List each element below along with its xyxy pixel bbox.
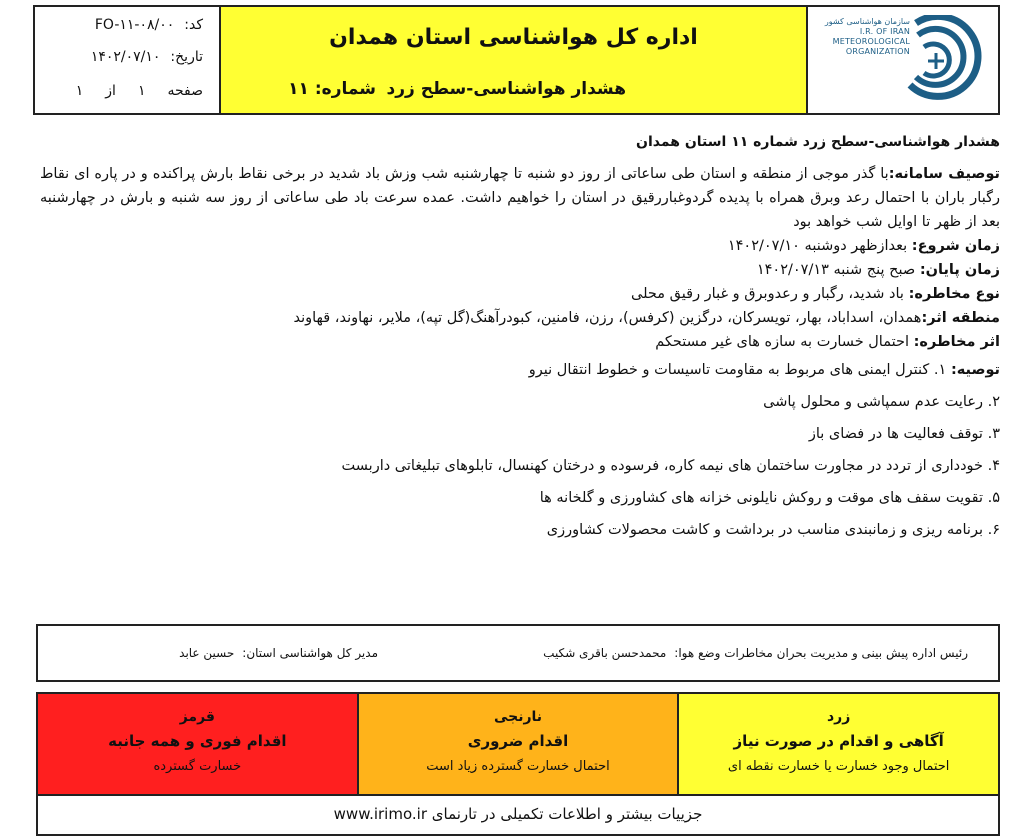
code-row (95, 17, 203, 33)
advice-item: ۲. رعایت عدم سمپاشی و محلول پاشی (763, 394, 1000, 410)
advice-label: توصیه: (950, 362, 1000, 378)
system-text: با گذر موجی از منطقه و استان طی ساعاتی از روز دو شنبه تا چهارشنبه شب وزش باد شدید در برخی نقاط بارش پراکنده و در پاره ای نقاط رگبار باران با احتمال رعد وبرق همراه با پدیده گردوغباررقیق در استان را خواهیم داشت. عمده سرعت باد طی ساعاتی از روز سه شنبه و بارش در چهارشنبه بعد از ظهر تا اوایل شب خواهد بود (40, 166, 1000, 230)
warning-levels-legend (36, 692, 1000, 796)
logo-en-line3: ORGANIZATION (845, 47, 910, 56)
end-time (40, 258, 1000, 282)
warning-heading: هشدار هواشناسی-سطح زرد شماره ۱۱ استان همدان (636, 134, 1000, 150)
level-yellow (677, 694, 998, 794)
document-meta-box (33, 5, 221, 115)
code-value: FO-۱۱-۰۸/۰۰ (94, 17, 175, 33)
footer (36, 794, 1000, 836)
level-desc: احتمال خسارت گسترده زیاد است (426, 759, 610, 774)
warning-body (40, 130, 1000, 542)
logo-box (806, 5, 1000, 115)
start-label: زمان شروع: (911, 238, 1000, 254)
system-label: توصیف سامانه: (888, 166, 1000, 182)
org-title: اداره کل هواشناسی استان همدان (329, 25, 698, 50)
area-label: منطقه اثر: (921, 310, 1000, 326)
level-action: اقدام ضروری (467, 732, 569, 750)
level-desc: خسارت گسترده (153, 759, 242, 774)
hazard-type (40, 282, 1000, 306)
logo-fa-text: سازمان هواشناسی کشور (824, 17, 910, 26)
director-name: حسین عابد (179, 646, 235, 660)
level-action: آگاهی و اقدام در صورت نیاز (733, 732, 944, 750)
page-total: ۱ (75, 83, 84, 99)
forecast-head-label: رئیس اداره پیش بینی و مدیریت بحران مخاطرات وضع هوا: (674, 646, 968, 660)
advice-item: ۳. توقف فعالیت ها در فضای باز (808, 426, 1000, 442)
page-label: صفحه (167, 83, 203, 99)
date-label: تاریخ: (170, 49, 203, 65)
code-label: کد: (184, 17, 203, 33)
start-value: بعدازظهر دوشنبه ۱۴۰۲/۰۷/۱۰ (727, 238, 908, 254)
end-label: زمان پایان: (919, 262, 1000, 278)
advice-item: ۴. خودداری از تردد در مجاورت ساختمان های نیمه کاره، فرسوده و درختان کهنسال، تابلوهای تبلیغاتی داربست (341, 458, 1000, 474)
area-value: همدان، اسداباد، بهار، تویسرکان، درگزین (کرفس)، رزن، فامنین، کبودرآهنگ(گل تپه)، ملایر، نهاوند، قهاوند (293, 310, 922, 326)
date-row (91, 49, 203, 65)
forecast-head-signature (543, 646, 968, 660)
system-description (40, 162, 1000, 234)
start-time (40, 234, 1000, 258)
advice-text: ۱. کنترل ایمنی های مربوط به مقاومت تاسیسات و خطوط انتقال نیرو (528, 362, 947, 378)
director-label: مدیر کل هواشناسی استان: (242, 646, 378, 660)
level-desc: احتمال وجود خسارت یا خسارت نقطه ای (727, 759, 950, 774)
logo-en-line2: METEOROLOGICAL (832, 37, 910, 46)
affected-area (40, 306, 1000, 330)
forecast-head-name: محمدحسن باقری شکیب (543, 646, 667, 660)
impact-label: اثر مخاطره: (913, 334, 1000, 350)
number-value: ۱۱ (288, 79, 309, 99)
impact-value: احتمال خسارت به سازه های غیر مستحکم (655, 334, 909, 350)
signature-box (36, 624, 1000, 682)
warning-number (288, 79, 376, 99)
advice-item (40, 358, 1000, 382)
level-red (38, 694, 357, 794)
level-name: زرد (827, 709, 851, 725)
logo-en-line1: I.R. OF IRAN (859, 27, 910, 36)
page-current: ۱ (137, 83, 146, 99)
title-box (219, 5, 808, 115)
level-action: اقدام فوری و همه جانبه (108, 732, 287, 750)
hazard-impact (40, 330, 1000, 354)
website-link[interactable]: www.irimo.ir (333, 805, 427, 823)
page-row (76, 83, 203, 99)
hazard-type-value: باد شدید، رگبار و رعدوبرق و غبار رقیق محلی (631, 286, 904, 302)
page-of: از (105, 83, 116, 99)
end-value: صبح پنج شنبه ۱۴۰۲/۰۷/۱۳ (756, 262, 916, 278)
advice-item: ۶. برنامه ریزی و زمانبندی مناسب در برداشت و کاشت محصولات کشاورزی (546, 522, 1000, 538)
hazard-type-label: نوع مخاطره: (908, 286, 1000, 302)
meteorological-organization-logo-icon (896, 15, 992, 107)
number-label: شماره: (314, 79, 376, 99)
level-name: قرمز (179, 709, 215, 725)
director-signature (179, 646, 378, 660)
advice-item: ۵. تقویت سقف های موقت و روکش نایلونی خزانه های کشاورزی و گلخانه ها (539, 490, 1000, 506)
level-orange (357, 694, 678, 794)
footer-text: جزییات بیشتر و اطلاعات تکمیلی در تارنمای (431, 805, 703, 823)
date-value: ۱۴۰۲/۰۷/۱۰ (90, 49, 161, 65)
level-name: نارنجی (493, 709, 543, 725)
doc-title: هشدار هواشناسی-سطح زرد (386, 79, 626, 99)
